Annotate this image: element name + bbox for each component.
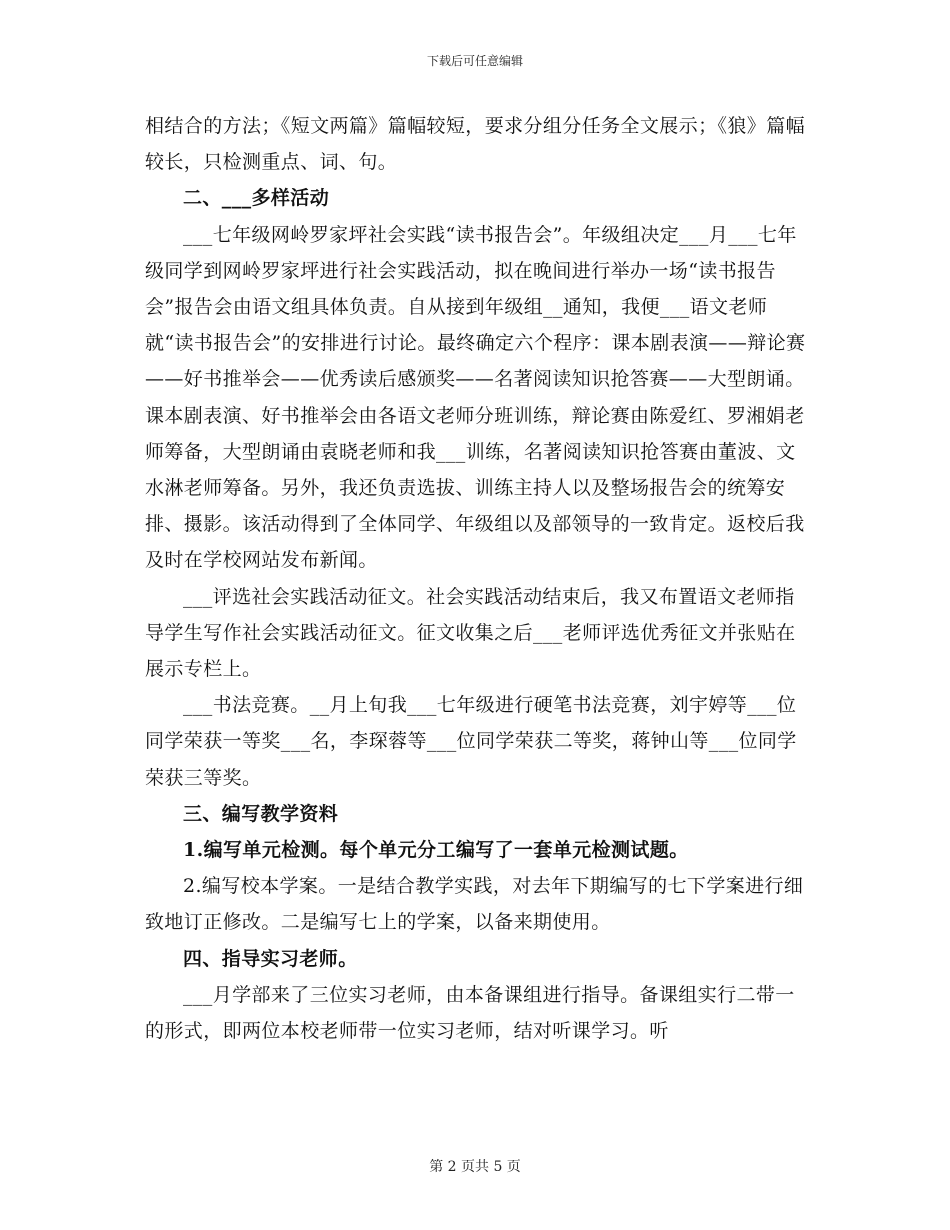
section-heading-2: 二、___多样活动 — [183, 187, 330, 210]
section-heading-3: 三、编写教学资料 — [183, 802, 339, 825]
subheading-unit-test: 1.编写单元检测。每个单元分工编写了一套单元检测试题。 — [183, 839, 689, 862]
paragraph-reading-report: ___七年级网岭罗家坪社会实践“读书报告会”。年级组决定___月___七年级同学到网岭罗家坪进行社会实践活动，拟在晚间进行举办一场“读书报告会”报告会由语文组具体负责。自从接到年级组__通知，我便___语文老师就“读书报告会”的安排进行讨论。最终确定六个程序：课本剧表演——辩论赛——好书推举会——优秀读后感颁奖——名著阅读知识抢答赛——大型朗诵。课本剧表演、好书推举会由各语文老师分班训练，辩论赛由陈爱红、罗湘娟老师筹备，大型朗诵由袁晓老师和我___训练，名著阅读知识抢答赛由董波、文水淋老师筹备。另外，我还负责选拔、训练主持人以及整场报告会的统筹安排、摄影。该活动得到了全体同学、年级组以及部领导的一致肯定。返校后我及时在学校网站发布新闻。 — [145, 223, 806, 572]
document-body — [145, 108, 810, 1049]
section-heading-4: 四、指导实习老师。 — [183, 947, 358, 970]
paragraph-calligraphy: ___书法竞赛。__月上旬我___七年级进行硬笔书法竞赛，刘宇婷等___位同学荣获一等奖___名，李琛蓉等___位同学荣获二等奖，蒋钟山等___位同学荣获三等奖。 — [145, 694, 797, 789]
page-header: 下载后可任意编辑 — [426, 54, 523, 68]
paragraph-school-materials: 2.编写校本学案。一是结合教学实践，对去年下期编写的七下学案进行细致地订正修改。二是编写七上的学案，以备来期使用。 — [145, 875, 804, 934]
paragraph-essay-selection: ___评选社会实践活动征文。社会实践活动结束后，我又布置语文老师指导学生写作社会实践活动征文。征文收集之后___老师评选优秀征文并张贴在展示专栏上。 — [145, 585, 796, 681]
paragraph-continuation: 相结合的方法；《短文两篇》篇幅较短，要求分组分任务全文展示；《狼》篇幅较长，只检测重点、词、句。 — [145, 115, 806, 174]
page-footer: 第 2 页共 5 页 — [429, 1159, 521, 1175]
paragraph-intern-teachers: ___月学部来了三位实习老师，由本备课组进行指导。备课组实行二带一的形式，即两位本校老师带一位实习老师，结对听课学习。听 — [145, 983, 795, 1043]
